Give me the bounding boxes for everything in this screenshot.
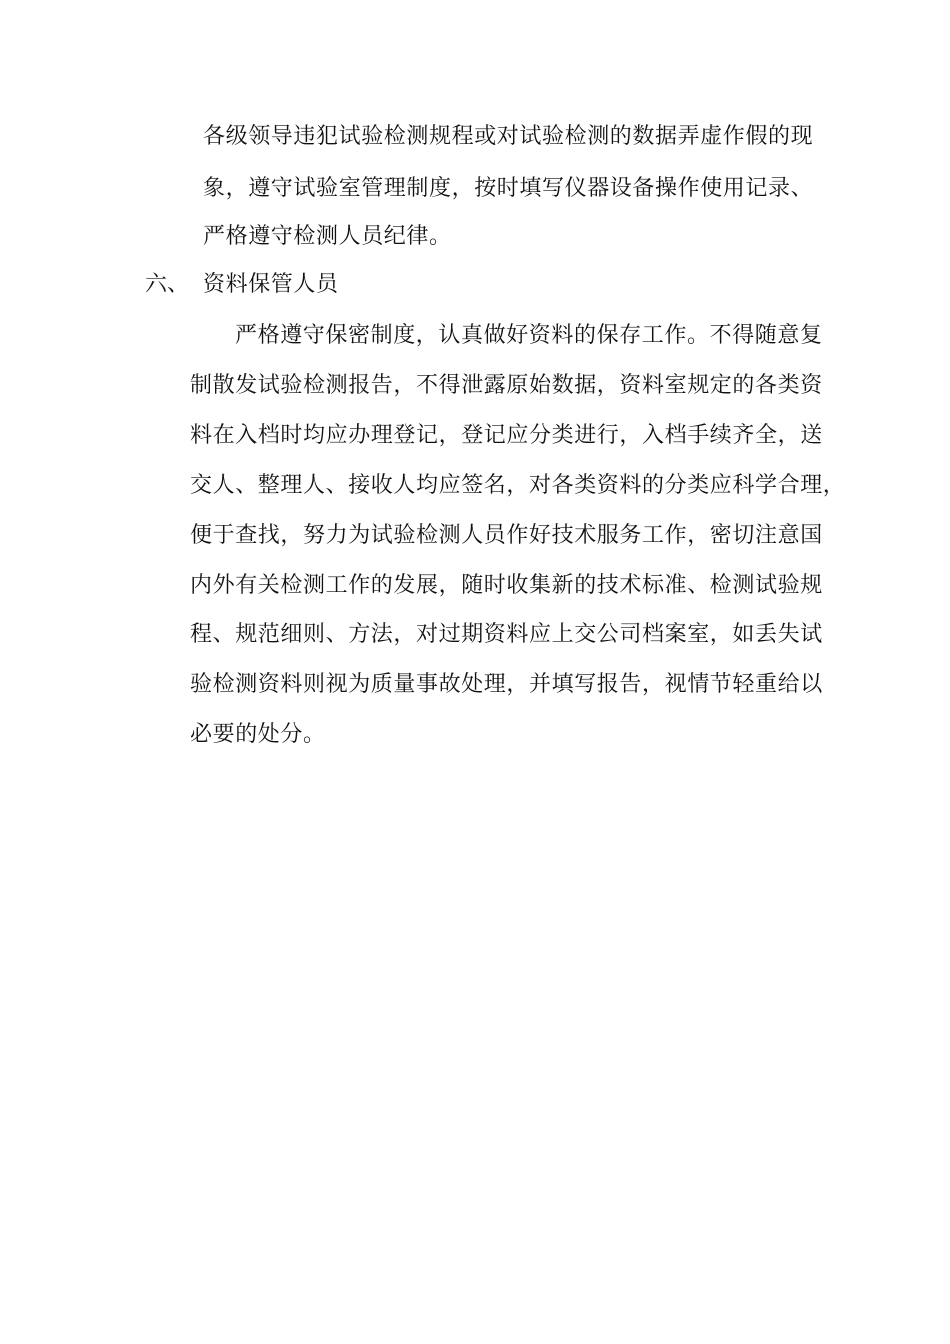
paragraph-line: 制散发试验检测报告，不得泄露原始数据，资料室规定的各类资 <box>190 373 823 398</box>
paragraph-line: 必要的处分。 <box>190 722 326 747</box>
paragraph-line: 各级领导违犯试验检测规程或对试验检测的数据弄虚作假的现 <box>203 124 814 149</box>
paragraph-line: 程、规范细则、方法，对过期资料应上交公司档案室，如丢失试 <box>190 622 823 647</box>
paragraph-line: 严格遵守检测人员纪律。 <box>203 224 452 249</box>
paragraph-line: 验检测资料则视为质量事故处理，并填写报告，视情节轻重给以 <box>190 672 823 697</box>
paragraph-line: 严格遵守保密制度，认真做好资料的保存工作。不得随意复 <box>235 323 823 348</box>
paragraph-line: 料在入档时均应办理登记，登记应分类进行，入档手续齐全，送 <box>190 423 823 448</box>
section-title: 资料保管人员 <box>203 272 339 297</box>
paragraph-line: 便于查找，努力为试验检测人员作好技术服务工作，密切注意国 <box>190 523 823 548</box>
section-number: 六、 <box>145 272 190 297</box>
paragraph-line: 交人、整理人、接收人均应签名，对各类资料的分类应科学合理， <box>190 473 846 498</box>
paragraph-line: 内外有关检测工作的发展，随时收集新的技术标准、检测试验规 <box>190 573 823 598</box>
paragraph-line: 象，遵守试验室管理制度，按时填写仪器设备操作使用记录、 <box>203 176 814 201</box>
